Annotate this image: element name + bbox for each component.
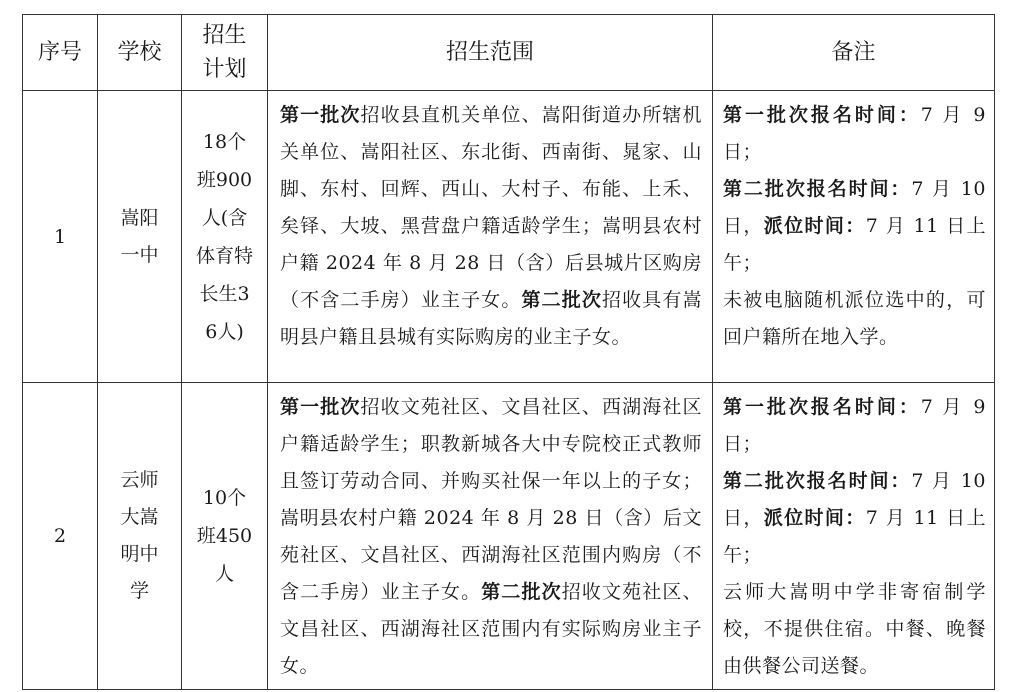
note-extra: 云师大嵩明中学非寄宿制学校，不提供住宿。中餐、晚餐由供餐公司送餐。 (723, 581, 986, 677)
header-notes: 备注 (713, 15, 995, 91)
note3-text: 7 月 11 日上午； (723, 215, 986, 274)
row-school (98, 91, 182, 383)
row-plan (182, 383, 268, 690)
row-range (268, 383, 713, 690)
note2-label: 第二批次报名时间： (723, 470, 912, 492)
row-notes (713, 383, 995, 690)
note1-label: 第一批次报名时间： (723, 396, 921, 418)
batch2-text: 招收文苑社区、文昌社区、西湖海社区范围内有实际购房业主子女。 (280, 581, 702, 677)
row-notes (713, 91, 995, 383)
note3-label: 派位时间： (763, 507, 866, 529)
row-school (98, 383, 182, 690)
row-range (268, 91, 713, 383)
note3-text: 7 月 11 日上午； (723, 507, 986, 566)
school-name: 云师大嵩明中学 (120, 469, 159, 602)
header-school: 学校 (98, 15, 182, 91)
batch2-text: 招收具有嵩明县户籍且县城有实际购房的业主子女。 (280, 289, 702, 348)
batch2-label: 第二批次 (481, 581, 562, 603)
note3-label: 派位时间： (763, 215, 866, 237)
note-batch2 (723, 171, 986, 282)
batch1-text: 招收文苑社区、文昌社区、西湖海社区户籍适龄学生；职教新城各大中专院校正式教师且签订劳动合同、并购买社保一年以上的子女；嵩明县农村户籍 2024 年 8 月 28 日（含）后文苑社区、文昌社区、西湖海社区范围内购房（不含二手房）业主子女。 (280, 396, 702, 603)
table-row (23, 91, 995, 383)
header-range: 招生范围 (268, 15, 713, 91)
plan-text: 18个班900人(含体育特长生36人) (195, 130, 253, 343)
note1-label: 第一批次报名时间： (723, 104, 921, 126)
note2-text: 7 月 10 日， (723, 470, 986, 529)
header-plan (182, 15, 268, 91)
plan-text: 10个班450人 (196, 487, 253, 585)
enrollment-table (22, 14, 995, 690)
school-name: 嵩阳一中 (120, 206, 159, 266)
header-row (23, 15, 995, 91)
batch1-text: 招收县直机关单位、嵩阳街道办所辖机关单位、嵩阳社区、东北街、西南街、晁家、山脚、东村、回辉、西山、大村子、布能、上禾、矣铎、大坡、黑营盘户籍适龄学生；嵩明县农村户籍 2024 年 8 月 28 日（含）后县城片区购房（不含二手房）业主子女。 (280, 104, 702, 311)
batch1-label: 第一批次 (280, 104, 361, 126)
batch2-label: 第二批次 (521, 289, 602, 311)
row-seq: 1 (23, 91, 98, 383)
note-extra: 未被电脑随机派位选中的，可回户籍所在地入学。 (723, 289, 986, 348)
row-seq: 2 (23, 383, 98, 690)
header-plan-text: 招生计划 (202, 22, 247, 82)
note1-text: 7 月 9 日； (723, 104, 986, 163)
table-row (23, 383, 995, 690)
header-seq: 序号 (23, 15, 98, 91)
note1-text: 7 月 9 日； (723, 396, 986, 455)
note-batch1 (723, 389, 986, 463)
batch1-label: 第一批次 (280, 396, 361, 418)
row-plan (182, 91, 268, 383)
note-batch2 (723, 463, 986, 574)
note2-text: 7 月 10 日， (723, 178, 986, 237)
note-batch1 (723, 97, 986, 171)
note2-label: 第二批次报名时间： (723, 178, 912, 200)
